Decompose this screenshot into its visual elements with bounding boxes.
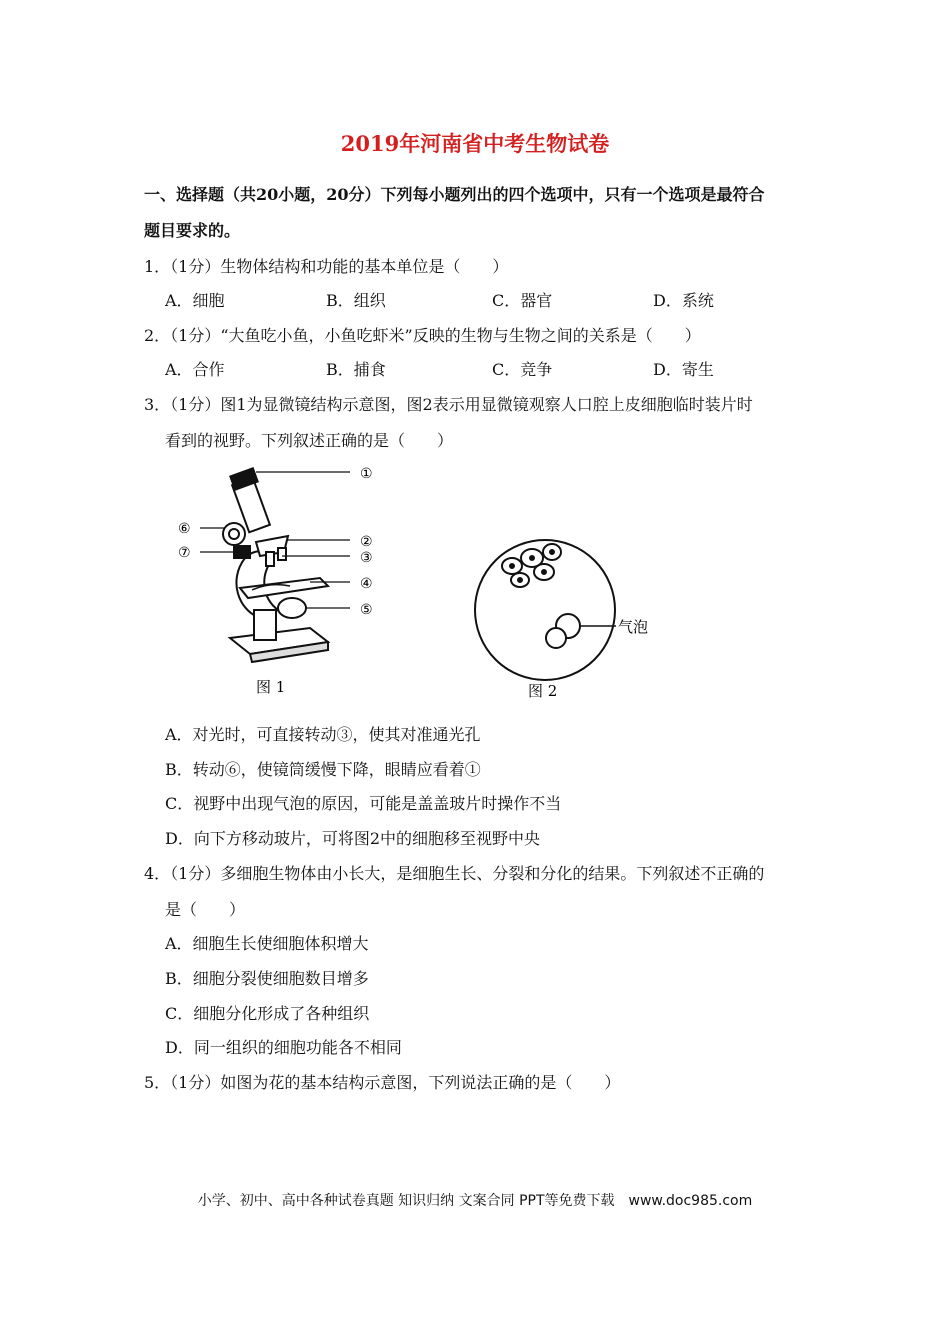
question-1-option-a: A．细胞 xyxy=(165,291,225,310)
question-4-stem-line1: 4．（1分）多细胞生物体由小长大，是细胞生长、分裂和分化的结果。下列叙述不正确的 xyxy=(144,864,765,883)
question-4-option-d: D．同一组织的细胞功能各不相同 xyxy=(165,1038,402,1057)
figure2-caption: 图 2 xyxy=(528,682,558,700)
question-2-option-b: B．捕食 xyxy=(326,360,386,379)
question-3-option-c: C．视野中出现气泡的原因，可能是盖盖玻片时操作不当 xyxy=(165,794,562,813)
figure1-label-5: ⑤ xyxy=(360,602,373,618)
question-4-option-a: A．细胞生长使细胞体积增大 xyxy=(165,934,369,953)
figure1-label-6: ⑥ xyxy=(178,521,191,537)
question-1-option-b: B．组织 xyxy=(326,291,386,310)
question-2-stem: 2．（1分）“大鱼吃小鱼，小鱼吃虾米”反映的生物与生物之间的关系是（ ） xyxy=(144,326,701,345)
question-3-stem-line1: 3．（1分）图1为显微镜结构示意图，图2表示用显微镜观察人口腔上皮细胞临时装片时 xyxy=(144,395,753,414)
question-3-figure xyxy=(160,460,720,708)
figure1-label-7: ⑦ xyxy=(178,545,191,561)
question-2-option-c: C．竞争 xyxy=(492,360,553,379)
question-1-option-c: C．器官 xyxy=(492,291,553,310)
question-4-option-c: C．细胞分化形成了各种组织 xyxy=(165,1004,370,1023)
figure1-label-3: ③ xyxy=(360,550,373,566)
figure1-label-2: ② xyxy=(360,534,373,550)
bubble-label: 气泡 xyxy=(618,618,649,636)
question-3-option-b: B．转动⑥，使镜筒缓慢下降，眼睛应看着① xyxy=(165,760,481,779)
question-4-stem-line2: 是（ ） xyxy=(165,900,246,919)
question-1-option-d: D．系统 xyxy=(653,291,714,310)
section-heading-line2: 题目要求的。 xyxy=(144,221,241,240)
question-3-option-a: A．对光时，可直接转动③，使其对准通光孔 xyxy=(165,725,481,744)
question-1-stem: 1．（1分）生物体结构和功能的基本单位是（ ） xyxy=(144,257,509,276)
page-title: 2019年河南省中考生物试卷 xyxy=(340,131,610,156)
figure1-label-4: ④ xyxy=(360,576,373,592)
figure1-caption: 图 1 xyxy=(256,678,286,696)
question-2-option-a: A．合作 xyxy=(165,360,225,379)
question-4-option-b: B．细胞分裂使细胞数目增多 xyxy=(165,969,369,988)
figure1-label-1: ① xyxy=(360,466,373,482)
microscope-figure xyxy=(200,468,350,662)
question-3-stem-line2: 看到的视野。下列叙述正确的是（ ） xyxy=(165,431,454,450)
section-heading-line1: 一、选择题（共20小题，20分）下列每小题列出的四个选项中，只有一个选项是最符合 xyxy=(144,185,765,204)
field-of-view-figure xyxy=(475,540,616,680)
question-5-stem: 5．（1分）如图为花的基本结构示意图，下列说法正确的是（ ） xyxy=(144,1073,621,1092)
question-2-option-d: D．寄生 xyxy=(653,360,714,379)
question-3-option-d: D．向下方移动玻片，可将图2中的细胞移至视野中央 xyxy=(165,829,541,848)
page-footer: 小学、初中、高中各种试卷真题 知识归纳 文案合同 PPT等免费下载 www.doc985.com xyxy=(197,1193,753,1209)
